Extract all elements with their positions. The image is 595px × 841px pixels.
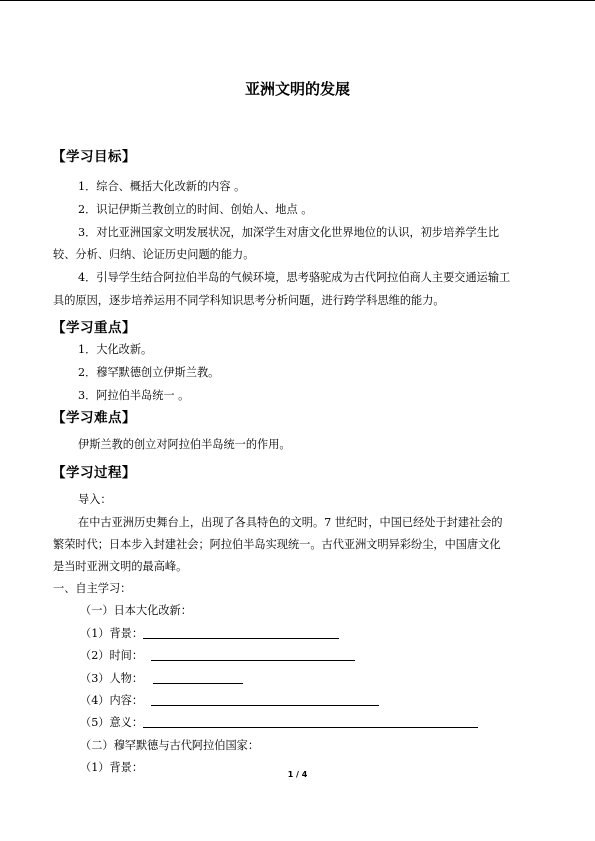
page-title: 亚洲文明的发展 [244, 80, 350, 98]
answer-blank[interactable] [153, 671, 243, 684]
key-point-item: 3．阿拉伯半岛统一 。 [78, 389, 190, 402]
field-label: （3）人物： [80, 672, 144, 685]
key-point-item: 2．穆罕默德创立伊斯兰教。 [78, 366, 220, 379]
intro-paragraph-line: 在中古亚洲历史舞台上，出现了各具特色的文明。7 世纪时，中国已经处于封建社会的 [78, 516, 503, 529]
page-top-rule [0, 0, 595, 1]
intro-paragraph-line: 繁荣时代；日本步入封建社会；阿拉伯半岛实现统一。古代亚洲文明异彩纷尘，中国唐文化 [53, 538, 501, 551]
intro-paragraph-line: 是当时亚洲文明的最高峰。 [53, 560, 188, 573]
key-point-item: 1．大化改新。 [78, 343, 153, 356]
heading-key-points: 【学习重点】 [52, 320, 136, 336]
field-label: （1）背景： [80, 627, 144, 640]
fill-in-significance [80, 714, 478, 730]
fill-in-content [80, 692, 379, 708]
subsection-taika-reform: （一）日本大化改新： [80, 604, 192, 617]
answer-blank[interactable] [151, 648, 355, 661]
goal-item: 1．综合、概括大化改新的内容 。 [78, 180, 246, 193]
goal-item-continued: 具的原因，逐步培养运用不同学科知识思考分析问题，进行跨学科思维的能力。 [53, 294, 445, 307]
page-number: 1 / 4 [287, 770, 308, 779]
field-label: （4）内容： [80, 694, 144, 707]
field-label: （1）背景： [80, 761, 144, 774]
field-label: （2）时间： [80, 649, 144, 662]
field-label: （5）意义： [80, 716, 144, 729]
heading-learning-goals: 【学习目标】 [52, 149, 136, 165]
goal-item: 4．引导学生结合阿拉伯半岛的气候环境，思考骆驼成为古代阿拉伯商人主要交通运输工 [78, 271, 511, 284]
goal-item-continued: 较、分析、归纳、论证历史问题的能力。 [53, 248, 255, 261]
fill-in-time [80, 647, 355, 663]
answer-blank[interactable] [151, 693, 379, 706]
subsection-muhammad-arabia: （二）穆罕默德与古代阿拉伯国家： [80, 739, 260, 752]
heading-difficulties: 【学习难点】 [52, 410, 136, 426]
fill-in-background [80, 625, 339, 641]
intro-label: 导入： [78, 493, 112, 506]
part-self-study: 一、自主学习： [53, 582, 132, 595]
answer-blank[interactable] [143, 715, 478, 728]
answer-blank[interactable] [143, 626, 339, 639]
difficulty-item: 伊斯兰教的创立对阿拉伯半岛统一的作用。 [78, 438, 291, 451]
goal-item: 3．对比亚洲国家文明发展状况，加深学生对唐文化世界地位的认识，初步培养学生比 [78, 226, 500, 239]
fill-in-people [80, 670, 243, 686]
goal-item: 2．识记伊斯兰教创立的时间、创始人、地点 。 [78, 203, 313, 216]
heading-learning-process: 【学习过程】 [52, 465, 136, 481]
